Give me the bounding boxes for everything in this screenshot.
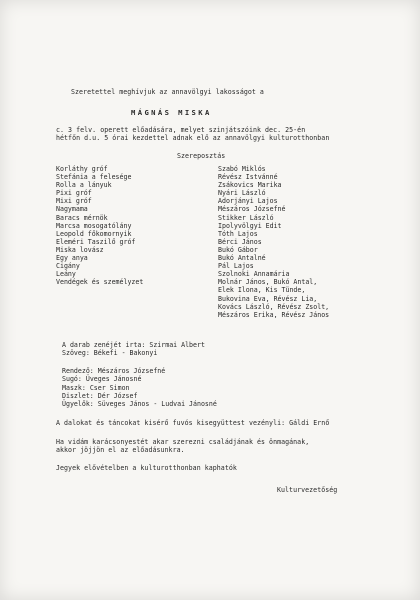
cast-actor: Mészáros Józsefné [218,205,286,214]
staff-value: Dér József [97,391,138,400]
intro-line-1: c. 3 felv. operett előadására, melyet szinjátszóink dec. 25-én [56,126,306,134]
cast-actor: Bérci János [218,237,262,246]
cast-actor: Nyári László [218,189,266,198]
cast-actor: Bukó Antalné [218,254,266,263]
cast-actor: Ipolyvölgyi Edit [218,221,282,230]
cast-roles-column [56,165,143,286]
staff-label: Sugó: [62,375,82,384]
intro-line-2: hétfőn d.u. 5 órai kezdettel adnak elő az annavölgyi kulturotthonban [56,134,330,142]
cast-actor: Adorjányi Lajos [218,197,278,206]
credit-line [62,341,205,349]
credit-line [62,349,205,357]
cast-actor: Szolnoki Annamária [218,270,290,279]
staff-label: Diszlet: [62,391,94,400]
cast-extra: Bukovina Eva, Révész Lia, [218,294,318,303]
staff-value: Üveges Jánosné [85,375,142,384]
cast-actor: Tóth Lajos [218,229,258,238]
cast-heading: Szereposztás [177,152,226,160]
staff-value: Cser Simon [89,383,130,392]
cast-actor: Stikker László [218,213,274,222]
staff-value: Süveges János - Ludvai Jánosné [97,400,217,409]
staff-label: Maszk: [62,383,86,392]
closing-line-1: Ha vidám karácsonyestét akar szerezni családjának és önmagának, [56,438,310,446]
cast-actor: Szabó Miklós [218,165,266,173]
invitation-line: Szeretettel meghívjuk az annavölgyi lakosságot a [71,88,264,96]
cast-role: Leopold főkomornyik [56,229,132,238]
cast-role: Korláthy gróf [56,165,108,173]
cast-actor: Révész Istvánné [218,173,278,182]
cast-role: Marcsa mosogatólány [56,221,132,230]
cast-actor: Pál Lajos [218,262,254,271]
cast-role: Baracs mérnök [56,213,108,222]
cast-role: Leány [56,270,76,279]
staff-line [62,384,217,392]
credit-label: Szöveg: [62,349,90,358]
cast-role: Vendégek és személyzet [56,278,144,287]
cast-actor: Zsákovics Marika [218,181,282,190]
music-note: A dalokat és táncokat kisérő fuvós kisegyüttest vezényli: Gáldi Ernő [56,419,330,427]
cast-role: Rolla a lányuk [56,181,112,190]
staff-value: Mészáros Józsefné [97,367,166,375]
staff-label: Rendező: [62,367,94,375]
staff-line [62,392,217,400]
music-credits [62,341,205,358]
credit-label: A darab zenéjét irta: [62,341,146,349]
credit-value: Békefi - Bakonyi [93,349,158,358]
staff-credits [62,367,217,408]
cast-role: Mixi gróf [56,197,92,206]
cast-actors-column [218,165,329,319]
staff-line [62,375,217,383]
play-title: MÁGNÁS MISKA [131,108,212,117]
credit-value: Szirmai Albert [149,341,205,349]
cast-role: Egy anya [56,254,88,263]
cast-role: Nagymama [56,205,88,214]
closing-line-2: akkor jöjjön el az előadásunkra. [56,446,185,454]
cast-extra: Mészáros Erika, Révész János [218,310,330,319]
cast-actor: Molnár János, Bukó Antal, [218,278,318,287]
cast-role: Eleméri Taszilő gróf [56,237,136,246]
cast-extra: Elek Ilona, Kis Tünde, [218,286,306,295]
staff-label: Ügyelők: [62,400,94,409]
tickets-note: Jegyek elővételben a kulturotthonban kaphatók [56,464,237,472]
cast-role: Miska lovász [56,245,104,254]
signature: Kulturvezetőség [277,486,338,494]
staff-line [62,400,217,408]
cast-role: Cigány [56,262,80,271]
cast-role: Pixi gróf [56,189,92,198]
cast-role: Stefánia a felesége [56,173,132,182]
cast-actor: Bukó Gábor [218,245,258,254]
cast-extra: Kovács László, Révész Zsolt, [218,302,330,311]
